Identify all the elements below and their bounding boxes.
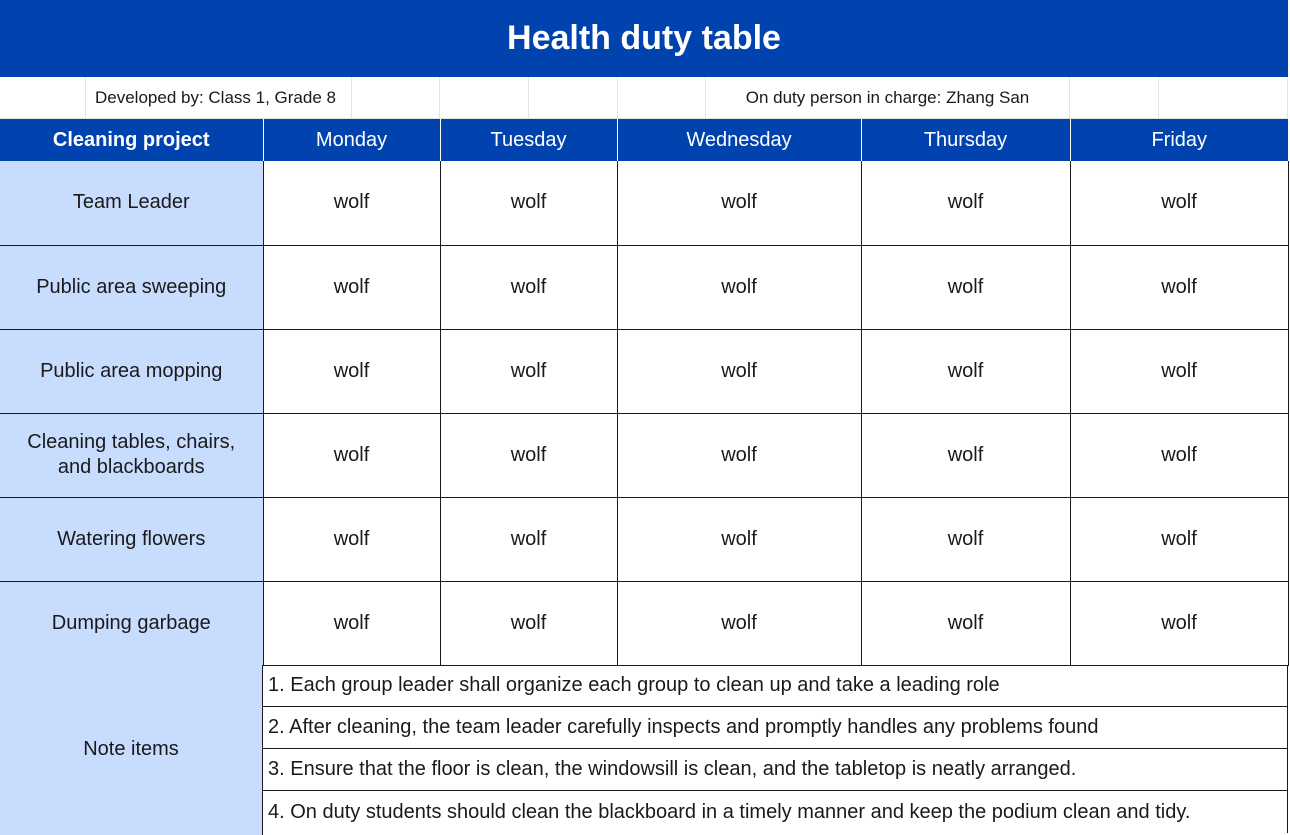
duty-cell[interactable]: wolf [440, 497, 617, 581]
duty-cell[interactable]: wolf [1070, 161, 1288, 245]
duty-cell[interactable]: wolf [1070, 329, 1288, 413]
table-row [0, 413, 1288, 497]
info-cell-empty[interactable] [352, 77, 440, 119]
header-row [0, 119, 1288, 161]
info-cell-empty[interactable] [1070, 77, 1159, 119]
info-cell-empty[interactable] [0, 77, 86, 119]
duty-cell[interactable]: wolf [617, 245, 861, 329]
duty-cell[interactable]: wolf [1070, 413, 1288, 497]
project-cell[interactable]: Public area sweeping [0, 245, 263, 329]
developed-by-label: Developed by: Class 1, Grade 8 [95, 87, 336, 107]
page-title: Health duty table [0, 0, 1288, 77]
duty-cell[interactable]: wolf [617, 161, 861, 245]
info-cell-developer[interactable] [86, 77, 352, 119]
duty-cell[interactable]: wolf [861, 413, 1070, 497]
duty-cell[interactable]: wolf [440, 413, 617, 497]
header-monday[interactable]: Monday [263, 119, 440, 161]
info-cell-empty[interactable] [618, 77, 706, 119]
duty-cell[interactable]: wolf [263, 497, 440, 581]
duty-cell[interactable]: wolf [440, 581, 617, 665]
header-wednesday[interactable]: Wednesday [617, 119, 861, 161]
duty-cell[interactable]: wolf [1070, 245, 1288, 329]
header-friday[interactable]: Friday [1070, 119, 1288, 161]
duty-cell[interactable]: wolf [617, 329, 861, 413]
project-cell[interactable]: Dumping garbage [0, 581, 263, 665]
duty-cell[interactable]: wolf [440, 329, 617, 413]
note-item[interactable]: 4. On duty students should clean the blackboard in a timely manner and keep the podium clean and tidy. [263, 791, 1288, 833]
duty-table [0, 119, 1289, 666]
table-row [0, 161, 1288, 245]
duty-cell[interactable]: wolf [263, 581, 440, 665]
duty-cell[interactable]: wolf [861, 497, 1070, 581]
duty-cell[interactable]: wolf [263, 161, 440, 245]
notes-label[interactable]: Note items [0, 665, 263, 835]
duty-cell[interactable]: wolf [263, 413, 440, 497]
note-item[interactable]: 1. Each group leader shall organize each group to clean up and take a leading role [263, 665, 1288, 707]
info-cell-empty[interactable] [440, 77, 529, 119]
project-cell[interactable]: Public area mopping [0, 329, 263, 413]
duty-cell[interactable]: wolf [440, 161, 617, 245]
project-cell[interactable]: Cleaning tables, chairs, and blackboards [0, 413, 263, 497]
info-row [0, 77, 1288, 119]
duty-cell[interactable]: wolf [861, 329, 1070, 413]
duty-cell[interactable]: wolf [617, 413, 861, 497]
duty-cell[interactable]: wolf [1070, 581, 1288, 665]
duty-cell[interactable]: wolf [617, 581, 861, 665]
table-row [0, 329, 1288, 413]
duty-cell[interactable]: wolf [617, 497, 861, 581]
note-item[interactable]: 2. After cleaning, the team leader carefully inspects and promptly handles any problems found [263, 707, 1288, 749]
project-cell[interactable]: Team Leader [0, 161, 263, 245]
header-cleaning-project[interactable]: Cleaning project [0, 119, 263, 161]
duty-cell[interactable]: wolf [861, 161, 1070, 245]
notes-section [0, 665, 1288, 835]
note-item[interactable]: 3. Ensure that the floor is clean, the windowsill is clean, and the tabletop is neatly arranged. [263, 749, 1288, 791]
duty-cell[interactable]: wolf [440, 245, 617, 329]
duty-cell[interactable]: wolf [1070, 497, 1288, 581]
table-row [0, 581, 1288, 665]
person-in-charge-label: On duty person in charge: Zhang San [745, 87, 1030, 107]
table-row [0, 497, 1288, 581]
info-cell-empty[interactable] [529, 77, 618, 119]
duty-cell[interactable]: wolf [861, 581, 1070, 665]
duty-cell[interactable]: wolf [861, 245, 1070, 329]
duty-cell[interactable]: wolf [263, 245, 440, 329]
duty-cell[interactable]: wolf [263, 329, 440, 413]
header-thursday[interactable]: Thursday [861, 119, 1070, 161]
info-cell-person-in-charge[interactable] [706, 77, 1070, 119]
table-row [0, 245, 1288, 329]
project-cell[interactable]: Watering flowers [0, 497, 263, 581]
header-tuesday[interactable]: Tuesday [440, 119, 617, 161]
info-cell-empty[interactable] [1159, 77, 1288, 119]
